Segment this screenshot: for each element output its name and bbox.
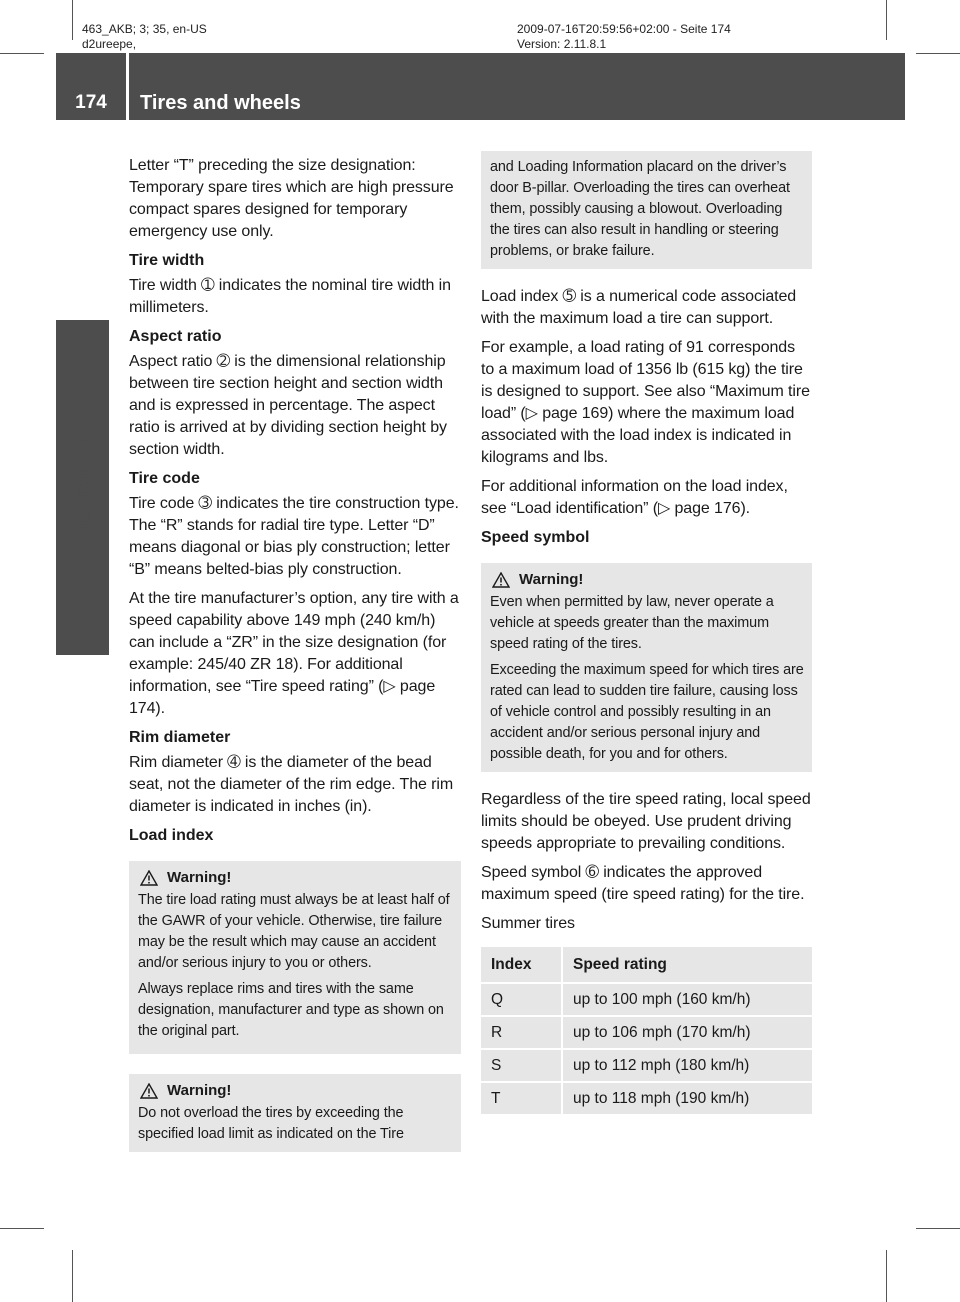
page-number: 174 [75,92,107,113]
load-index-heading: Load index [129,827,214,844]
table-row [481,984,812,1015]
warning-box-speed [481,563,812,772]
warning-header [138,1080,453,1101]
tire-width-text: Tire width ➀ indicates the nominal tire width in millimeters. [129,277,451,316]
warning-box-overload [129,1074,461,1152]
print-meta-line: d2ureepe, [82,37,137,51]
table-cell-index: Q [481,984,561,1015]
table-cell-index: S [481,1050,561,1081]
load-index-text: Load index ➄ is a numerical code associated with the maximum load a tire can support. [481,288,797,327]
crop-mark [916,53,960,54]
print-meta-line: 2009-07-16T20:59:56+02:00 - Seite 174 [517,22,731,36]
left-column [129,155,461,1169]
speed-symbol-heading: Speed symbol [481,529,590,546]
rim-diameter-heading: Rim diameter [129,729,231,746]
section-tab-label: Operation [69,436,94,540]
crop-mark [886,1250,887,1302]
tire-code-text: Tire code ➂ indicates the tire construction type. The “R” stands for radial tire type. Letter “D” means diagonal or bias ply construction; letter “B” means belted-bias ply construction. [129,495,459,578]
tire-code-zr-text: At the tire manufacturer’s option, any tire with a speed capability above 149 mph (240 km/h) can include a “ZR” in the size designation (for example: 245/40 ZR 18). For additional information, see “Tire speed rating” (▷ page 174). [129,590,459,717]
tire-width-heading: Tire width [129,252,205,269]
warning-text: The tire load rating must always be at least half of the GAWR of your vehicle. Otherwise, tire failure may be the result which may cause an accident and/or serious injury to you or others. [138,892,450,971]
warning-text: Always replace rims and tires with the same designation, manufacturer and type as shown on the original part. [138,981,444,1039]
warning-title: Warning! [167,869,232,886]
warning-title: Warning! [167,1082,232,1099]
table-cell-speed: up to 118 mph (190 km/h) [563,1083,812,1114]
summer-tires-label: Summer tires [481,915,575,932]
print-meta-right [517,22,731,52]
print-meta-left [82,22,207,52]
intro-paragraph: Letter “T” preceding the size designation: Temporary spare tires which are high pressure compact spares designed for temporary emergency use only. [129,157,454,240]
speed-rating-table [481,945,812,1116]
right-column [481,155,812,1116]
warning-triangle-icon [140,870,158,886]
warning-triangle-icon [492,572,510,588]
table-header-row [481,947,812,982]
print-meta-line: Version: 2.11.8.1 [517,37,607,51]
speed-symbol-text: Speed symbol ➅ indicates the approved maximum speed (tire speed rating) for the tire. [481,864,805,903]
warning-header [490,569,804,590]
table-header-cell: Speed rating [563,947,812,982]
table-cell-speed: up to 112 mph (180 km/h) [563,1050,812,1081]
page-title: Tires and wheels [140,92,301,114]
table-cell-index: T [481,1083,561,1114]
crop-mark [0,53,44,54]
speed-limit-text: Regardless of the tire speed rating, local speed limits should be obeyed. Use prudent driving speeds appropriate to prevailing conditions. [481,791,811,852]
aspect-ratio-text: Aspect ratio ➁ is the dimensional relationship between tire section height and section width and is expressed in percentage. The aspect ratio is arrived at by dividing section height by section width. [129,353,447,458]
warning-title: Warning! [519,571,584,588]
warning-triangle-icon [140,1083,158,1099]
table-header-cell: Index [481,947,561,982]
warning-text: Do not overload the tires by exceeding the specified load limit as indicated on the Tire [138,1105,404,1142]
warning-text: and Loading Information placard on the driver’s door B-pillar. Overloading the tires can overheat them, possibly causing a blowout. Overloading the tires can also result in handling or steering problems, or brake failure. [490,159,790,259]
crop-mark [0,1228,44,1229]
warning-box-overload-continued [481,151,812,269]
crop-mark [72,1250,73,1302]
table-cell-speed: up to 100 mph (160 km/h) [563,984,812,1015]
load-index-reference: For additional information on the load index, see “Load identification” (▷ page 176). [481,478,788,517]
warning-header [138,867,453,888]
tire-code-heading: Tire code [129,470,200,487]
rim-diameter-text: Rim diameter ➃ is the diameter of the bead seat, not the diameter of the rim edge. The rim diameter is indicated in inches (in). [129,754,454,815]
header-divider [126,53,129,120]
print-meta-line: 463_AKB; 3; 35, en-US [82,22,207,36]
table-cell-index: R [481,1017,561,1048]
crop-mark [916,1228,960,1229]
aspect-ratio-heading: Aspect ratio [129,328,222,345]
warning-text: Even when permitted by law, never operate a vehicle at speeds greater than the maximum speed rating of the tires. [490,594,774,652]
warning-box-load [129,861,461,1054]
table-row [481,1083,812,1114]
table-row [481,1050,812,1081]
table-row [481,1017,812,1048]
crop-mark [886,0,887,40]
table-cell-speed: up to 106 mph (170 km/h) [563,1017,812,1048]
load-index-example: For example, a load rating of 91 corresponds to a maximum load of 1356 lb (615 kg) the tire is designed to support. See also “Maximum tire load” (▷ page 169) where the maximum load associated with the load index is indicated in kilograms and lbs. [481,339,810,466]
crop-mark [72,0,73,40]
warning-text: Exceeding the maximum speed for which tires are rated can lead to sudden tire failure, causing loss of vehicle control and possibly resulting in an accident and/or serious personal injury and possible death, for you and for others. [490,662,804,762]
